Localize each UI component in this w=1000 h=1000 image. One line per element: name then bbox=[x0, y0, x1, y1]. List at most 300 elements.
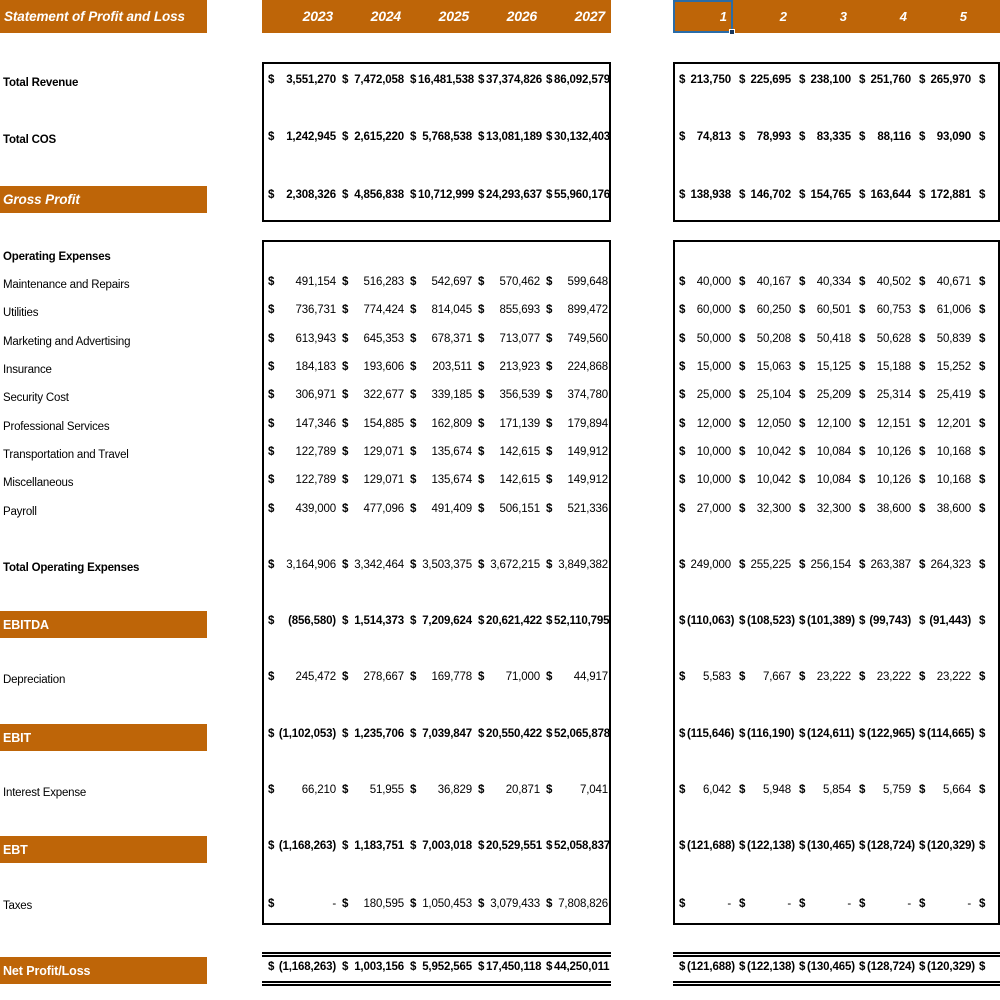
currency-symbol-payroll-annual-1[interactable]: $ bbox=[342, 503, 349, 515]
currency-symbol-net_profit_loss-monthly-overflow[interactable]: $ bbox=[979, 961, 986, 973]
cell-total_operating_expenses-month-1[interactable]: 249,000 bbox=[690, 559, 731, 571]
currency-symbol-ebit-annual-2[interactable]: $ bbox=[410, 728, 417, 740]
currency-symbol-ebit-monthly-overflow[interactable]: $ bbox=[979, 728, 986, 740]
currency-symbol-marketing_and_advertising-annual-3[interactable]: $ bbox=[478, 333, 485, 345]
cell-insurance-2023[interactable]: 184,183 bbox=[295, 361, 336, 373]
currency-symbol-ebitda-annual-0[interactable]: $ bbox=[268, 615, 275, 627]
cell-total_revenue-month-1[interactable]: 213,750 bbox=[690, 74, 731, 86]
currency-symbol-security_cost-monthly-3[interactable]: $ bbox=[859, 389, 866, 401]
currency-symbol-transportation_and_travel-annual-4[interactable]: $ bbox=[546, 446, 553, 458]
cell-marketing_and_advertising-month-2[interactable]: 50,208 bbox=[756, 333, 791, 345]
cell-net_profit_loss-2027[interactable]: 44,250,011 bbox=[554, 961, 610, 973]
cell-ebit-2024[interactable]: 1,235,706 bbox=[354, 728, 404, 740]
cell-professional_services-month-1[interactable]: 12,000 bbox=[696, 418, 731, 430]
cell-insurance-month-1[interactable]: 15,000 bbox=[696, 361, 731, 373]
cell-total_operating_expenses-month-5[interactable]: 264,323 bbox=[930, 559, 971, 571]
cell-ebitda-month-4[interactable]: (99,743) bbox=[869, 615, 911, 627]
currency-symbol-professional_services-monthly-3[interactable]: $ bbox=[859, 418, 866, 430]
currency-symbol-depreciation-annual-0[interactable]: $ bbox=[268, 671, 275, 683]
cell-total_revenue-2025[interactable]: 16,481,538 bbox=[418, 74, 475, 86]
cell-interest_expense-2025[interactable]: 36,829 bbox=[437, 784, 472, 796]
cell-net_profit_loss-2023[interactable]: (1,168,263) bbox=[278, 961, 336, 973]
currency-symbol-interest_expense-monthly-1[interactable]: $ bbox=[739, 784, 746, 796]
cell-payroll-month-2[interactable]: 32,300 bbox=[756, 503, 791, 515]
cell-payroll-2023[interactable]: 439,000 bbox=[295, 503, 336, 515]
currency-symbol-ebit-annual-1[interactable]: $ bbox=[342, 728, 349, 740]
cell-miscellaneous-2026[interactable]: 142,615 bbox=[499, 474, 540, 486]
currency-symbol-insurance-annual-4[interactable]: $ bbox=[546, 361, 553, 373]
currency-symbol-ebt-monthly-1[interactable]: $ bbox=[739, 840, 746, 852]
cell-total_revenue-month-3[interactable]: 238,100 bbox=[810, 74, 851, 86]
cell-net_profit_loss-2025[interactable]: 5,952,565 bbox=[422, 961, 472, 973]
cell-utilities-month-2[interactable]: 60,250 bbox=[756, 304, 791, 316]
cell-payroll-month-1[interactable]: 27,000 bbox=[696, 503, 731, 515]
cell-interest_expense-month-3[interactable]: 5,854 bbox=[822, 784, 851, 796]
currency-symbol-insurance-monthly-overflow[interactable]: $ bbox=[979, 361, 986, 373]
currency-symbol-net_profit_loss-monthly-3[interactable]: $ bbox=[859, 961, 866, 973]
cell-net_profit_loss-month-5[interactable]: (120,329) bbox=[927, 961, 975, 973]
cell-utilities-2026[interactable]: 855,693 bbox=[499, 304, 540, 316]
cell-total_revenue-month-5[interactable]: 265,970 bbox=[930, 74, 971, 86]
cell-depreciation-month-1[interactable]: 5,583 bbox=[702, 671, 731, 683]
cell-total_operating_expenses-2027[interactable]: 3,849,382 bbox=[558, 559, 608, 571]
cell-utilities-2025[interactable]: 814,045 bbox=[431, 304, 472, 316]
cell-ebt-month-4[interactable]: (128,724) bbox=[867, 840, 915, 852]
currency-symbol-net_profit_loss-monthly-1[interactable]: $ bbox=[739, 961, 746, 973]
currency-symbol-net_profit_loss-monthly-2[interactable]: $ bbox=[799, 961, 806, 973]
currency-symbol-total_operating_expenses-monthly-1[interactable]: $ bbox=[739, 559, 746, 571]
cell-total_operating_expenses-2025[interactable]: 3,503,375 bbox=[422, 559, 472, 571]
currency-symbol-total_cos-monthly-1[interactable]: $ bbox=[739, 131, 746, 143]
currency-symbol-utilities-monthly-2[interactable]: $ bbox=[799, 304, 806, 316]
cell-ebit-month-4[interactable]: (122,965) bbox=[867, 728, 915, 740]
currency-symbol-security_cost-monthly-0[interactable]: $ bbox=[679, 389, 686, 401]
currency-symbol-depreciation-monthly-3[interactable]: $ bbox=[859, 671, 866, 683]
cell-maintenance_and_repairs-2026[interactable]: 570,462 bbox=[499, 276, 540, 288]
cell-taxes-month-4[interactable]: - bbox=[907, 898, 911, 910]
currency-symbol-total_revenue-monthly-1[interactable]: $ bbox=[739, 74, 746, 86]
cell-security_cost-2023[interactable]: 306,971 bbox=[295, 389, 336, 401]
currency-symbol-gross_profit-annual-3[interactable]: $ bbox=[478, 189, 485, 201]
cell-ebt-2025[interactable]: 7,003,018 bbox=[422, 840, 472, 852]
cell-professional_services-2024[interactable]: 154,885 bbox=[363, 418, 404, 430]
currency-symbol-payroll-annual-0[interactable]: $ bbox=[268, 503, 275, 515]
currency-symbol-security_cost-monthly-4[interactable]: $ bbox=[919, 389, 926, 401]
currency-symbol-ebitda-monthly-4[interactable]: $ bbox=[919, 615, 926, 627]
currency-symbol-miscellaneous-annual-1[interactable]: $ bbox=[342, 474, 349, 486]
cell-ebitda-month-5[interactable]: (91,443) bbox=[929, 615, 971, 627]
currency-symbol-professional_services-annual-4[interactable]: $ bbox=[546, 418, 553, 430]
currency-symbol-transportation_and_travel-monthly-overflow[interactable]: $ bbox=[979, 446, 986, 458]
cell-net_profit_loss-2024[interactable]: 1,003,156 bbox=[354, 961, 404, 973]
currency-symbol-total_revenue-monthly-4[interactable]: $ bbox=[919, 74, 926, 86]
cell-security_cost-month-5[interactable]: 25,419 bbox=[936, 389, 971, 401]
cell-total_operating_expenses-2026[interactable]: 3,672,215 bbox=[490, 559, 540, 571]
currency-symbol-total_operating_expenses-annual-2[interactable]: $ bbox=[410, 559, 417, 571]
currency-symbol-ebit-monthly-1[interactable]: $ bbox=[739, 728, 746, 740]
cell-marketing_and_advertising-2024[interactable]: 645,353 bbox=[363, 333, 404, 345]
currency-symbol-total_cos-monthly-2[interactable]: $ bbox=[799, 131, 806, 143]
cell-total_cos-month-2[interactable]: 78,993 bbox=[756, 131, 791, 143]
currency-symbol-transportation_and_travel-monthly-0[interactable]: $ bbox=[679, 446, 686, 458]
cell-depreciation-2026[interactable]: 71,000 bbox=[505, 671, 540, 683]
currency-symbol-ebt-monthly-4[interactable]: $ bbox=[919, 840, 926, 852]
currency-symbol-ebitda-monthly-overflow[interactable]: $ bbox=[979, 615, 986, 627]
currency-symbol-marketing_and_advertising-annual-0[interactable]: $ bbox=[268, 333, 275, 345]
currency-symbol-ebit-monthly-2[interactable]: $ bbox=[799, 728, 806, 740]
currency-symbol-total_revenue-annual-4[interactable]: $ bbox=[546, 74, 553, 86]
currency-symbol-utilities-annual-4[interactable]: $ bbox=[546, 304, 553, 316]
cell-marketing_and_advertising-2027[interactable]: 749,560 bbox=[567, 333, 608, 345]
currency-symbol-marketing_and_advertising-monthly-0[interactable]: $ bbox=[679, 333, 686, 345]
currency-symbol-utilities-monthly-overflow[interactable]: $ bbox=[979, 304, 986, 316]
currency-symbol-total_revenue-monthly-3[interactable]: $ bbox=[859, 74, 866, 86]
currency-symbol-miscellaneous-monthly-4[interactable]: $ bbox=[919, 474, 926, 486]
currency-symbol-gross_profit-annual-2[interactable]: $ bbox=[410, 189, 417, 201]
cell-marketing_and_advertising-2026[interactable]: 713,077 bbox=[499, 333, 540, 345]
cell-total_operating_expenses-month-3[interactable]: 256,154 bbox=[810, 559, 851, 571]
currency-symbol-ebit-annual-4[interactable]: $ bbox=[546, 728, 553, 740]
cell-total_operating_expenses-2024[interactable]: 3,342,464 bbox=[354, 559, 404, 571]
cell-depreciation-month-4[interactable]: 23,222 bbox=[876, 671, 911, 683]
cell-maintenance_and_repairs-2025[interactable]: 542,697 bbox=[431, 276, 472, 288]
cell-insurance-month-4[interactable]: 15,188 bbox=[876, 361, 911, 373]
cell-insurance-month-3[interactable]: 15,125 bbox=[816, 361, 851, 373]
cell-gross_profit-2026[interactable]: 24,293,637 bbox=[486, 189, 543, 201]
currency-symbol-payroll-annual-3[interactable]: $ bbox=[478, 503, 485, 515]
cell-professional_services-month-5[interactable]: 12,201 bbox=[936, 418, 971, 430]
currency-symbol-security_cost-annual-3[interactable]: $ bbox=[478, 389, 485, 401]
cell-total_cos-2023[interactable]: 1,242,945 bbox=[286, 131, 336, 143]
cell-utilities-2027[interactable]: 899,472 bbox=[567, 304, 608, 316]
cell-transportation_and_travel-month-3[interactable]: 10,084 bbox=[816, 446, 851, 458]
currency-symbol-maintenance_and_repairs-monthly-2[interactable]: $ bbox=[799, 276, 806, 288]
currency-symbol-payroll-monthly-4[interactable]: $ bbox=[919, 503, 926, 515]
cell-ebt-month-2[interactable]: (122,138) bbox=[747, 840, 795, 852]
cell-taxes-2024[interactable]: 180,595 bbox=[363, 898, 404, 910]
cell-ebt-2024[interactable]: 1,183,751 bbox=[354, 840, 404, 852]
currency-symbol-miscellaneous-annual-3[interactable]: $ bbox=[478, 474, 485, 486]
cell-ebit-2025[interactable]: 7,039,847 bbox=[422, 728, 472, 740]
currency-symbol-payroll-annual-2[interactable]: $ bbox=[410, 503, 417, 515]
cell-total_revenue-2024[interactable]: 7,472,058 bbox=[354, 74, 404, 86]
cell-miscellaneous-month-5[interactable]: 10,168 bbox=[936, 474, 971, 486]
currency-symbol-total_cos-monthly-3[interactable]: $ bbox=[859, 131, 866, 143]
cell-transportation_and_travel-month-5[interactable]: 10,168 bbox=[936, 446, 971, 458]
currency-symbol-miscellaneous-annual-2[interactable]: $ bbox=[410, 474, 417, 486]
currency-symbol-taxes-monthly-1[interactable]: $ bbox=[739, 898, 746, 910]
currency-symbol-total_cos-annual-1[interactable]: $ bbox=[342, 131, 349, 143]
currency-symbol-marketing_and_advertising-monthly-3[interactable]: $ bbox=[859, 333, 866, 345]
cell-utilities-month-4[interactable]: 60,753 bbox=[876, 304, 911, 316]
column-header-2023[interactable]: 2023 bbox=[302, 8, 333, 24]
cell-total_revenue-month-4[interactable]: 251,760 bbox=[870, 74, 911, 86]
cell-utilities-2023[interactable]: 736,731 bbox=[295, 304, 336, 316]
currency-symbol-ebt-annual-2[interactable]: $ bbox=[410, 840, 417, 852]
cell-transportation_and_travel-2025[interactable]: 135,674 bbox=[431, 446, 472, 458]
cell-ebit-2026[interactable]: 20,550,422 bbox=[486, 728, 543, 740]
cell-total_revenue-2027[interactable]: 86,092,579 bbox=[554, 74, 611, 86]
cell-payroll-month-5[interactable]: 38,600 bbox=[936, 503, 971, 515]
cell-insurance-2026[interactable]: 213,923 bbox=[499, 361, 540, 373]
currency-symbol-marketing_and_advertising-annual-4[interactable]: $ bbox=[546, 333, 553, 345]
cell-total_operating_expenses-2023[interactable]: 3,164,906 bbox=[286, 559, 336, 571]
currency-symbol-total_operating_expenses-annual-1[interactable]: $ bbox=[342, 559, 349, 571]
currency-symbol-utilities-annual-1[interactable]: $ bbox=[342, 304, 349, 316]
currency-symbol-utilities-annual-3[interactable]: $ bbox=[478, 304, 485, 316]
currency-symbol-total_revenue-annual-3[interactable]: $ bbox=[478, 74, 485, 86]
currency-symbol-miscellaneous-annual-4[interactable]: $ bbox=[546, 474, 553, 486]
currency-symbol-security_cost-annual-4[interactable]: $ bbox=[546, 389, 553, 401]
currency-symbol-interest_expense-monthly-overflow[interactable]: $ bbox=[979, 784, 986, 796]
cell-miscellaneous-2025[interactable]: 135,674 bbox=[431, 474, 472, 486]
currency-symbol-taxes-monthly-overflow[interactable]: $ bbox=[979, 898, 986, 910]
currency-symbol-gross_profit-monthly-0[interactable]: $ bbox=[679, 189, 686, 201]
cell-ebt-2023[interactable]: (1,168,263) bbox=[278, 840, 336, 852]
cell-marketing_and_advertising-2023[interactable]: 613,943 bbox=[295, 333, 336, 345]
cell-depreciation-month-3[interactable]: 23,222 bbox=[816, 671, 851, 683]
currency-symbol-marketing_and_advertising-monthly-1[interactable]: $ bbox=[739, 333, 746, 345]
currency-symbol-marketing_and_advertising-monthly-4[interactable]: $ bbox=[919, 333, 926, 345]
currency-symbol-ebit-monthly-0[interactable]: $ bbox=[679, 728, 686, 740]
currency-symbol-total_operating_expenses-monthly-2[interactable]: $ bbox=[799, 559, 806, 571]
currency-symbol-interest_expense-monthly-4[interactable]: $ bbox=[919, 784, 926, 796]
currency-symbol-maintenance_and_repairs-annual-1[interactable]: $ bbox=[342, 276, 349, 288]
cell-maintenance_and_repairs-month-2[interactable]: 40,167 bbox=[756, 276, 791, 288]
currency-symbol-payroll-monthly-3[interactable]: $ bbox=[859, 503, 866, 515]
currency-symbol-interest_expense-annual-0[interactable]: $ bbox=[268, 784, 275, 796]
currency-symbol-depreciation-monthly-2[interactable]: $ bbox=[799, 671, 806, 683]
currency-symbol-total_operating_expenses-annual-4[interactable]: $ bbox=[546, 559, 553, 571]
cell-maintenance_and_repairs-2024[interactable]: 516,283 bbox=[363, 276, 404, 288]
cell-maintenance_and_repairs-month-4[interactable]: 40,502 bbox=[876, 276, 911, 288]
currency-symbol-taxes-annual-2[interactable]: $ bbox=[410, 898, 417, 910]
cell-taxes-2023[interactable]: - bbox=[332, 898, 336, 910]
currency-symbol-total_revenue-monthly-0[interactable]: $ bbox=[679, 74, 686, 86]
cell-utilities-2024[interactable]: 774,424 bbox=[363, 304, 404, 316]
currency-symbol-net_profit_loss-annual-4[interactable]: $ bbox=[546, 961, 553, 973]
currency-symbol-insurance-monthly-3[interactable]: $ bbox=[859, 361, 866, 373]
cell-payroll-2025[interactable]: 491,409 bbox=[431, 503, 472, 515]
cell-depreciation-2024[interactable]: 278,667 bbox=[363, 671, 404, 683]
currency-symbol-security_cost-monthly-overflow[interactable]: $ bbox=[979, 389, 986, 401]
currency-symbol-gross_profit-annual-4[interactable]: $ bbox=[546, 189, 553, 201]
currency-symbol-payroll-monthly-overflow[interactable]: $ bbox=[979, 503, 986, 515]
currency-symbol-payroll-annual-4[interactable]: $ bbox=[546, 503, 553, 515]
cell-maintenance_and_repairs-2023[interactable]: 491,154 bbox=[295, 276, 336, 288]
currency-symbol-depreciation-monthly-overflow[interactable]: $ bbox=[979, 671, 986, 683]
cell-professional_services-month-4[interactable]: 12,151 bbox=[876, 418, 911, 430]
currency-symbol-security_cost-monthly-1[interactable]: $ bbox=[739, 389, 746, 401]
currency-symbol-insurance-annual-2[interactable]: $ bbox=[410, 361, 417, 373]
cell-ebitda-2026[interactable]: 20,621,422 bbox=[486, 615, 543, 627]
currency-symbol-maintenance_and_repairs-monthly-0[interactable]: $ bbox=[679, 276, 686, 288]
currency-symbol-total_operating_expenses-monthly-3[interactable]: $ bbox=[859, 559, 866, 571]
currency-symbol-taxes-annual-4[interactable]: $ bbox=[546, 898, 553, 910]
cell-security_cost-2024[interactable]: 322,677 bbox=[363, 389, 404, 401]
currency-symbol-ebt-annual-3[interactable]: $ bbox=[478, 840, 485, 852]
cell-ebitda-month-3[interactable]: (101,389) bbox=[807, 615, 855, 627]
currency-symbol-ebit-monthly-4[interactable]: $ bbox=[919, 728, 926, 740]
cell-total_cos-2027[interactable]: 30,132,403 bbox=[554, 131, 611, 143]
currency-symbol-ebt-annual-0[interactable]: $ bbox=[268, 840, 275, 852]
cell-miscellaneous-2027[interactable]: 149,912 bbox=[567, 474, 608, 486]
column-header-2027[interactable]: 2027 bbox=[574, 8, 605, 24]
currency-symbol-depreciation-annual-4[interactable]: $ bbox=[546, 671, 553, 683]
cell-net_profit_loss-month-4[interactable]: (128,724) bbox=[867, 961, 915, 973]
cell-ebt-month-1[interactable]: (121,688) bbox=[687, 840, 735, 852]
cell-net_profit_loss-2026[interactable]: 17,450,118 bbox=[486, 961, 542, 973]
cell-ebt-month-5[interactable]: (120,329) bbox=[927, 840, 975, 852]
cell-marketing_and_advertising-month-4[interactable]: 50,628 bbox=[876, 333, 911, 345]
currency-symbol-depreciation-annual-1[interactable]: $ bbox=[342, 671, 349, 683]
cell-transportation_and_travel-2027[interactable]: 149,912 bbox=[567, 446, 608, 458]
cell-ebitda-2027[interactable]: 52,110,795 bbox=[554, 615, 610, 627]
cell-transportation_and_travel-month-1[interactable]: 10,000 bbox=[696, 446, 731, 458]
cell-ebitda-2023[interactable]: (856,580) bbox=[288, 615, 336, 627]
currency-symbol-transportation_and_travel-annual-1[interactable]: $ bbox=[342, 446, 349, 458]
currency-symbol-professional_services-annual-2[interactable]: $ bbox=[410, 418, 417, 430]
cell-professional_services-month-3[interactable]: 12,100 bbox=[816, 418, 851, 430]
cell-total_revenue-2023[interactable]: 3,551,270 bbox=[286, 74, 336, 86]
currency-symbol-total_cos-annual-2[interactable]: $ bbox=[410, 131, 417, 143]
cell-ebitda-2025[interactable]: 7,209,624 bbox=[422, 615, 472, 627]
cell-security_cost-month-2[interactable]: 25,104 bbox=[756, 389, 791, 401]
cell-total_revenue-2026[interactable]: 37,374,826 bbox=[486, 74, 543, 86]
cell-gross_profit-month-4[interactable]: 163,644 bbox=[870, 189, 911, 201]
currency-symbol-interest_expense-annual-2[interactable]: $ bbox=[410, 784, 417, 796]
cell-ebit-2023[interactable]: (1,102,053) bbox=[278, 728, 336, 740]
cell-professional_services-month-2[interactable]: 12,050 bbox=[756, 418, 791, 430]
currency-symbol-marketing_and_advertising-annual-2[interactable]: $ bbox=[410, 333, 417, 345]
cell-gross_profit-2025[interactable]: 10,712,999 bbox=[418, 189, 475, 201]
cell-ebit-month-2[interactable]: (116,190) bbox=[747, 728, 795, 740]
currency-symbol-gross_profit-annual-0[interactable]: $ bbox=[268, 189, 275, 201]
cell-transportation_and_travel-2026[interactable]: 142,615 bbox=[499, 446, 540, 458]
currency-symbol-net_profit_loss-annual-2[interactable]: $ bbox=[410, 961, 417, 973]
cell-gross_profit-month-2[interactable]: 146,702 bbox=[750, 189, 791, 201]
cell-gross_profit-month-3[interactable]: 154,765 bbox=[810, 189, 851, 201]
cell-total_cos-2025[interactable]: 5,768,538 bbox=[422, 131, 472, 143]
cell-professional_services-2023[interactable]: 147,346 bbox=[295, 418, 336, 430]
column-header-month-5[interactable]: 5 bbox=[959, 9, 967, 24]
currency-symbol-transportation_and_travel-monthly-1[interactable]: $ bbox=[739, 446, 746, 458]
currency-symbol-miscellaneous-monthly-1[interactable]: $ bbox=[739, 474, 746, 486]
cell-gross_profit-2027[interactable]: 55,960,176 bbox=[554, 189, 611, 201]
cell-insurance-month-2[interactable]: 15,063 bbox=[756, 361, 791, 373]
cell-maintenance_and_repairs-2027[interactable]: 599,648 bbox=[567, 276, 608, 288]
cell-ebit-month-1[interactable]: (115,646) bbox=[687, 728, 735, 740]
cell-payroll-2024[interactable]: 477,096 bbox=[363, 503, 404, 515]
currency-symbol-total_cos-monthly-overflow[interactable]: $ bbox=[979, 131, 986, 143]
currency-symbol-payroll-monthly-0[interactable]: $ bbox=[679, 503, 686, 515]
cell-ebit-month-5[interactable]: (114,665) bbox=[927, 728, 975, 740]
cell-maintenance_and_repairs-month-3[interactable]: 40,334 bbox=[816, 276, 851, 288]
currency-symbol-maintenance_and_repairs-annual-3[interactable]: $ bbox=[478, 276, 485, 288]
cell-depreciation-2023[interactable]: 245,472 bbox=[295, 671, 336, 683]
cell-ebt-month-3[interactable]: (130,465) bbox=[807, 840, 855, 852]
currency-symbol-total_cos-annual-4[interactable]: $ bbox=[546, 131, 553, 143]
currency-symbol-interest_expense-annual-4[interactable]: $ bbox=[546, 784, 553, 796]
cell-payroll-2026[interactable]: 506,151 bbox=[499, 503, 540, 515]
currency-symbol-ebt-annual-1[interactable]: $ bbox=[342, 840, 349, 852]
cell-insurance-month-5[interactable]: 15,252 bbox=[936, 361, 971, 373]
currency-symbol-taxes-annual-1[interactable]: $ bbox=[342, 898, 349, 910]
cell-net_profit_loss-month-1[interactable]: (121,688) bbox=[687, 961, 735, 973]
currency-symbol-insurance-monthly-2[interactable]: $ bbox=[799, 361, 806, 373]
currency-symbol-taxes-monthly-3[interactable]: $ bbox=[859, 898, 866, 910]
currency-symbol-insurance-annual-3[interactable]: $ bbox=[478, 361, 485, 373]
cell-total_operating_expenses-month-4[interactable]: 263,387 bbox=[870, 559, 911, 571]
currency-symbol-professional_services-monthly-0[interactable]: $ bbox=[679, 418, 686, 430]
cell-ebit-month-3[interactable]: (124,611) bbox=[807, 728, 855, 740]
cell-total_cos-month-5[interactable]: 93,090 bbox=[936, 131, 971, 143]
cell-depreciation-month-2[interactable]: 7,667 bbox=[762, 671, 791, 683]
cell-ebit-2027[interactable]: 52,065,878 bbox=[554, 728, 611, 740]
currency-symbol-total_operating_expenses-annual-3[interactable]: $ bbox=[478, 559, 485, 571]
column-header-2026[interactable]: 2026 bbox=[506, 8, 537, 24]
cell-marketing_and_advertising-2025[interactable]: 678,371 bbox=[431, 333, 472, 345]
cell-miscellaneous-2023[interactable]: 122,789 bbox=[295, 474, 336, 486]
currency-symbol-total_operating_expenses-monthly-0[interactable]: $ bbox=[679, 559, 686, 571]
currency-symbol-security_cost-annual-0[interactable]: $ bbox=[268, 389, 275, 401]
currency-symbol-maintenance_and_repairs-monthly-4[interactable]: $ bbox=[919, 276, 926, 288]
cell-ebt-2026[interactable]: 20,529,551 bbox=[486, 840, 543, 852]
currency-symbol-ebit-annual-3[interactable]: $ bbox=[478, 728, 485, 740]
cell-miscellaneous-month-3[interactable]: 10,084 bbox=[816, 474, 851, 486]
currency-symbol-total_revenue-annual-0[interactable]: $ bbox=[268, 74, 275, 86]
currency-symbol-interest_expense-monthly-3[interactable]: $ bbox=[859, 784, 866, 796]
currency-symbol-total_operating_expenses-annual-0[interactable]: $ bbox=[268, 559, 275, 571]
currency-symbol-total_operating_expenses-monthly-4[interactable]: $ bbox=[919, 559, 926, 571]
currency-symbol-ebt-annual-4[interactable]: $ bbox=[546, 840, 553, 852]
currency-symbol-taxes-monthly-4[interactable]: $ bbox=[919, 898, 926, 910]
currency-symbol-utilities-annual-0[interactable]: $ bbox=[268, 304, 275, 316]
cell-interest_expense-month-5[interactable]: 5,664 bbox=[942, 784, 971, 796]
cell-ebitda-2024[interactable]: 1,514,373 bbox=[354, 615, 404, 627]
currency-symbol-ebt-monthly-0[interactable]: $ bbox=[679, 840, 686, 852]
currency-symbol-transportation_and_travel-annual-0[interactable]: $ bbox=[268, 446, 275, 458]
currency-symbol-miscellaneous-monthly-overflow[interactable]: $ bbox=[979, 474, 986, 486]
cell-taxes-2025[interactable]: 1,050,453 bbox=[422, 898, 472, 910]
cell-miscellaneous-month-1[interactable]: 10,000 bbox=[696, 474, 731, 486]
fill-handle[interactable] bbox=[729, 29, 735, 35]
cell-net_profit_loss-month-2[interactable]: (122,138) bbox=[747, 961, 795, 973]
currency-symbol-total_cos-annual-0[interactable]: $ bbox=[268, 131, 275, 143]
currency-symbol-utilities-monthly-0[interactable]: $ bbox=[679, 304, 686, 316]
currency-symbol-taxes-annual-3[interactable]: $ bbox=[478, 898, 485, 910]
currency-symbol-ebitda-monthly-3[interactable]: $ bbox=[859, 615, 866, 627]
cell-payroll-2027[interactable]: 521,336 bbox=[567, 503, 608, 515]
currency-symbol-ebit-annual-0[interactable]: $ bbox=[268, 728, 275, 740]
cell-total_operating_expenses-month-2[interactable]: 255,225 bbox=[750, 559, 791, 571]
cell-insurance-2024[interactable]: 193,606 bbox=[363, 361, 404, 373]
column-header-month-3[interactable]: 3 bbox=[839, 9, 847, 24]
cell-marketing_and_advertising-month-3[interactable]: 50,418 bbox=[816, 333, 851, 345]
currency-symbol-security_cost-annual-2[interactable]: $ bbox=[410, 389, 417, 401]
currency-symbol-professional_services-annual-0[interactable]: $ bbox=[268, 418, 275, 430]
cell-gross_profit-month-5[interactable]: 172,881 bbox=[930, 189, 971, 201]
cell-miscellaneous-month-2[interactable]: 10,042 bbox=[756, 474, 791, 486]
currency-symbol-total_revenue-monthly-overflow[interactable]: $ bbox=[979, 74, 986, 86]
currency-symbol-payroll-monthly-1[interactable]: $ bbox=[739, 503, 746, 515]
currency-symbol-ebt-monthly-2[interactable]: $ bbox=[799, 840, 806, 852]
cell-professional_services-2025[interactable]: 162,809 bbox=[431, 418, 472, 430]
currency-symbol-ebitda-annual-2[interactable]: $ bbox=[410, 615, 417, 627]
currency-symbol-transportation_and_travel-monthly-3[interactable]: $ bbox=[859, 446, 866, 458]
currency-symbol-interest_expense-annual-1[interactable]: $ bbox=[342, 784, 349, 796]
cell-maintenance_and_repairs-month-1[interactable]: 40,000 bbox=[696, 276, 731, 288]
